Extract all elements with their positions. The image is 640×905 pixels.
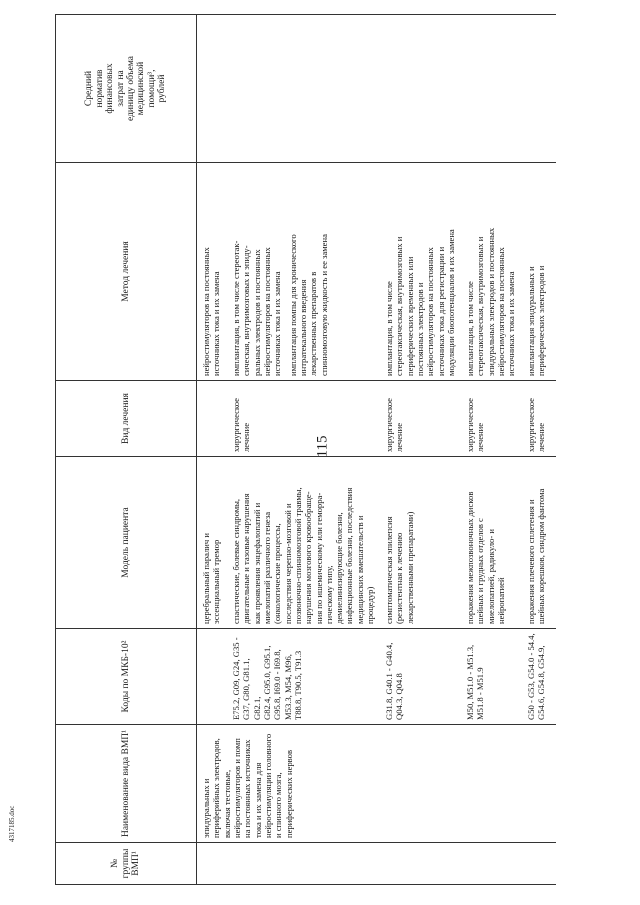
model-block-line: шейных корешков, синдром фантома	[536, 488, 547, 624]
treatment-block-line: хирургическое	[465, 398, 475, 452]
vmp-name-line: нейростимуляции головного	[262, 733, 273, 838]
model-block	[384, 461, 465, 624]
cell-group-number	[197, 843, 557, 885]
method-block	[384, 167, 465, 376]
codes-block	[526, 633, 556, 720]
codes-block-line: T88.8, T90.5, T91.3	[292, 650, 303, 720]
method-block-line: имплантация помпы для хронического	[287, 234, 298, 376]
method-block-line: стереотаксическая, внутримозговых и	[394, 236, 405, 376]
model-block-line: шейных и грудных отделов с	[475, 518, 486, 624]
codes-block	[465, 633, 526, 720]
method-block-line: лекарственных препаратов в	[308, 271, 319, 376]
treatment-block-line: хирургическое	[526, 398, 536, 452]
treatment-block	[231, 385, 384, 452]
codes-block-line: E75.2, G09, G24, G35 -	[231, 637, 241, 720]
header-group-line: ВМП¹	[131, 851, 142, 876]
model-block-line: инфекционные болезни, последствия	[344, 487, 355, 624]
model-block	[465, 461, 526, 624]
vmp-name-line: периферических нервов	[283, 749, 294, 838]
table-row	[197, 15, 557, 885]
codes-block-line: G31.8, G40.1 - G40.4,	[384, 642, 394, 720]
method-block-line: источниках тока и их замена	[272, 271, 283, 376]
vmp-name-line: нейростимуляторов и помп	[231, 738, 242, 838]
model-block-line: (резистентная к лечению	[394, 532, 405, 624]
header-treatment-type: Вид лечения	[56, 381, 197, 457]
method-block-line: имплантация, в том числе	[384, 281, 394, 376]
model-block-line: двигательные и тазовые нарушения	[241, 493, 252, 624]
model-block-line: миелопатий различного генеза	[261, 511, 272, 624]
treatment-block	[465, 385, 526, 452]
method-block-line: периферических электродов и	[536, 265, 547, 376]
treatment-block-line: лечение	[536, 422, 547, 452]
rotated-content	[55, 15, 625, 885]
model-block-line: нейропатией	[495, 577, 506, 624]
model-block-line: последствия черепно-мозговой и	[282, 503, 293, 624]
cell-cost-standard	[197, 15, 557, 163]
method-block-line: имплантация эпидуральных и	[526, 266, 536, 376]
treatment-block-line: лечение	[475, 422, 486, 452]
cell-icd-codes	[197, 629, 557, 725]
treatment-block-line: хирургическое	[384, 398, 394, 452]
vmp-table	[55, 14, 556, 885]
page-number: 115	[314, 435, 331, 458]
header-cost-line: Средний	[84, 70, 95, 107]
vmp-name-line: тока и их замена для	[252, 762, 263, 838]
model-block-line: лекарственными препаратами)	[404, 511, 415, 624]
header-cost-standard	[56, 15, 197, 163]
treatment-block-line: хирургическое	[231, 398, 241, 452]
method-block	[526, 167, 556, 376]
method-block-line: эпидуральных электродов и постоянных	[485, 227, 496, 376]
model-block-line: спастические, болевые синдромы,	[231, 498, 241, 624]
model-block-line: эссенциальный тремор	[211, 539, 222, 624]
header-cost-line: затрат на	[115, 70, 126, 107]
vmp-name-line: эпидуральных и	[201, 778, 211, 838]
cell-treatment-type	[197, 381, 557, 457]
header-cost-line: единицу объема	[126, 55, 136, 122]
model-block-line: поражения плечевого сплетения и	[526, 499, 536, 624]
method-block-line: имплантация, в том числе стереотак-	[231, 240, 241, 376]
codes-block	[231, 633, 384, 720]
method-block-line: периферических временных или	[404, 256, 415, 376]
table-header-row	[56, 15, 197, 885]
model-block-line: медицинских вмешательств и	[354, 515, 365, 624]
model-block-line: позвоночно-спинномозговой травмы,	[292, 487, 303, 624]
codes-block-line: Q04.3, Q04.8	[394, 673, 405, 720]
model-block-line: процедур)	[365, 586, 376, 624]
header-cost-line: финансовых	[105, 63, 116, 114]
method-block-line: модуляции биопотенциалов и их замена	[445, 229, 456, 376]
method-block-line: источниках тока и их замена	[211, 271, 222, 376]
codes-block-line: G95.8, I69.0 - I69.8,	[272, 649, 283, 720]
codes-block-line: M51.8 - M51.9	[475, 667, 486, 720]
model-block-line: ния по ишемическому или геморра-	[313, 492, 324, 624]
treatment-block-line: лечение	[241, 422, 252, 452]
model-block-line: (онкологические процессы,	[272, 523, 283, 624]
model-block-line: как проявления энцефалопатий и	[251, 502, 262, 624]
header-cost-line: медицинской	[136, 61, 147, 116]
treatment-block	[384, 385, 465, 452]
vmp-name-line: на постоянных источниках	[242, 739, 253, 838]
method-block-line: нейростимуляторов на постоянных	[425, 247, 436, 376]
treatment-block-line: лечение	[394, 422, 405, 452]
method-block	[201, 167, 231, 376]
header-cost-line: норматив	[94, 69, 105, 108]
method-block-line: спинномозговую жидкость и ее замена	[318, 234, 329, 376]
method-block	[231, 167, 384, 376]
method-block-line: стереотаксическая, внутримозговых и	[475, 236, 486, 376]
model-block-line: поражения межпозвоночных дисков	[465, 491, 475, 624]
model-block-line: церебральный паралич и	[201, 533, 211, 624]
treatment-block	[201, 385, 231, 452]
rotated-table-area	[55, 15, 625, 885]
method-block-line: интратекального введения	[297, 279, 308, 376]
header-cost-line: рублей	[157, 74, 168, 103]
codes-block	[201, 633, 231, 720]
cell-vmp-name	[197, 725, 557, 843]
method-block-line: нейростимуляторов на постоянных	[201, 247, 211, 376]
vmp-name-line: и спинного мозга,	[273, 772, 284, 838]
cell-treatment-method	[197, 163, 557, 381]
treatment-block	[526, 385, 556, 452]
model-block-line: гическому типу,	[323, 565, 334, 624]
vmp-name-line: периферийных электродов,	[211, 738, 222, 838]
method-block-line: ральных электродов и постоянных	[251, 249, 262, 376]
codes-block-line: G54.6, G54.8, G54.9,	[536, 645, 547, 720]
header-group-line: группы	[120, 848, 131, 879]
model-block-line: миелопатией, радикуло- и	[485, 529, 496, 624]
document-filename: 4317185.doc	[8, 805, 16, 842]
model-block-line: симптоматическая эпилепсия	[384, 516, 394, 624]
header-group-number	[56, 843, 197, 885]
header-cost-line: помощи³,	[146, 69, 157, 108]
method-block	[465, 167, 526, 376]
header-patient-model: Модель пациента	[56, 457, 197, 629]
codes-block	[384, 633, 465, 720]
header-icd-codes: Коды по МКБ-10²	[56, 629, 197, 725]
method-block-line: имплантация, в том числе	[465, 281, 475, 376]
header-group-line: №	[110, 858, 121, 869]
method-block-line: источниках тока и их замена	[506, 271, 517, 376]
method-block-line: сическая, внутримозговых и эпиду-	[241, 245, 252, 376]
model-block-line: нарушения мозгового кровообраще-	[303, 491, 314, 624]
model-block	[526, 461, 556, 624]
method-block-line: нейростимуляторов на постоянных	[261, 247, 272, 376]
method-block-line: нейростимуляторов на постоянных	[495, 247, 506, 376]
vmp-name-line: включая тестовые,	[221, 769, 232, 838]
codes-block-line: G82.4, G95.0, G95.1,	[261, 645, 272, 720]
header-vmp-name: Наименование вида ВМП¹	[56, 725, 197, 843]
codes-block-line: M53.3, M54, M96,	[282, 654, 293, 720]
method-block-line: источниках тока для регистрации и	[435, 246, 446, 376]
header-treatment-method: Метод лечения	[56, 163, 197, 381]
cell-patient-model	[197, 457, 557, 629]
model-block	[231, 461, 384, 624]
method-block-line: постоянных электродов и	[414, 282, 425, 376]
codes-block-line: M50, M51.0 - M51.3,	[465, 644, 475, 720]
codes-block-line: G50 - G53, G54.0 - 54.4,	[526, 633, 536, 720]
codes-block-line: G37, G80, G81.1, G82.1,	[241, 658, 262, 720]
model-block	[201, 461, 231, 624]
model-block-line: демиелинизирующие болезни,	[334, 512, 345, 624]
